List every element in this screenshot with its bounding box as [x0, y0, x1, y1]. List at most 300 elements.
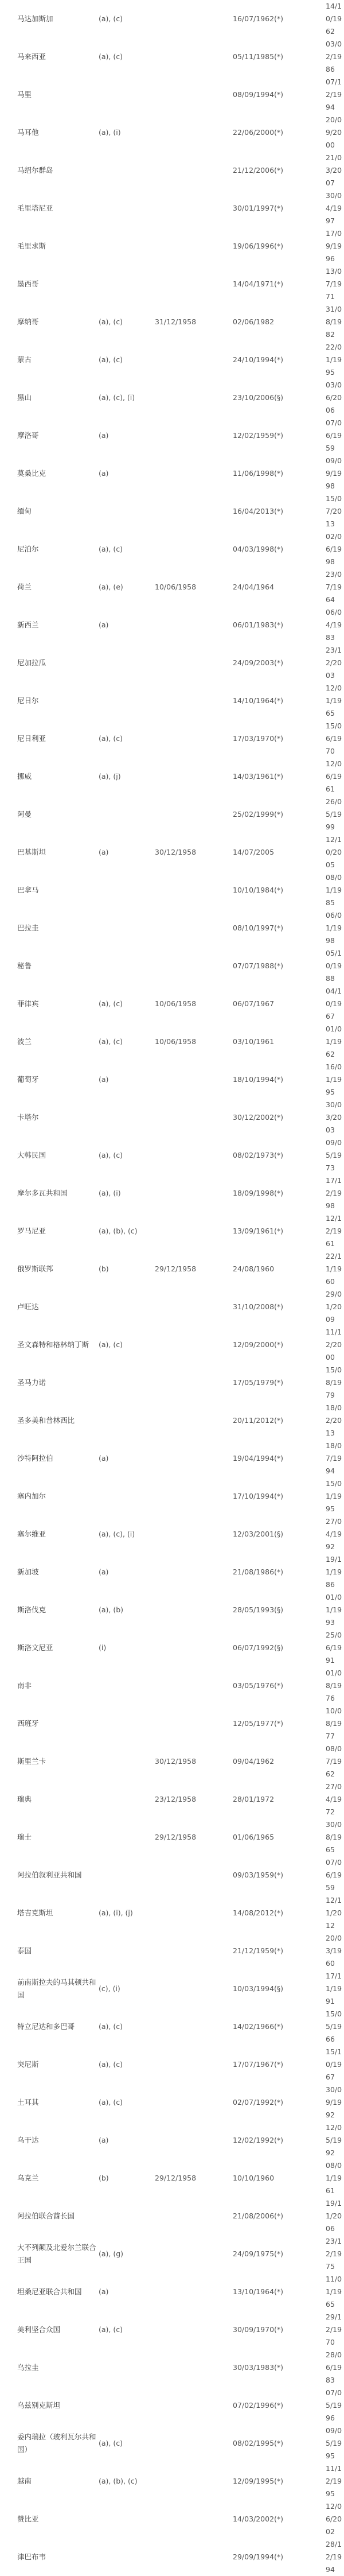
signature-date-cell — [149, 2387, 224, 2424]
notes-cell: (b) — [99, 1264, 109, 1273]
ratification-date-cell: 08/10/1997(*) — [233, 924, 284, 932]
notes-cell — [99, 1705, 149, 1743]
signature-date-cell: 29/12/1958 — [155, 1833, 197, 1841]
signature-date-cell — [149, 2008, 224, 2046]
entry-into-force-date-cell: 08/07/1962 — [326, 1744, 342, 1778]
country-cell: 尼泊尔 — [17, 545, 39, 553]
ratification-date-cell: 31/10/2008(*) — [233, 1302, 284, 1311]
country-cell: 圣马力诺 — [17, 1378, 46, 1387]
country-cell: 美利坚合众国 — [17, 2325, 61, 2334]
ratification-date-cell: 05/11/1985(*) — [233, 52, 284, 61]
notes-cell — [99, 2500, 149, 2538]
country-cell: 巴拿马 — [17, 886, 39, 894]
entry-into-force-date-cell: 21/03/2007 — [326, 153, 342, 187]
ratification-date-cell: 12/03/2001(§) — [233, 1530, 284, 1538]
entry-into-force-date-cell: 07/05/1996 — [326, 2388, 342, 2422]
entry-into-force-date-cell: 11/01/1965 — [326, 2275, 342, 2309]
entry-into-force-date-cell: 03/06/2006 — [326, 381, 342, 414]
entry-into-force-date-cell: 01/08/1976 — [326, 1669, 342, 1702]
notes-cell: (a), (c) — [99, 1037, 123, 1046]
notes-cell — [99, 682, 149, 720]
signature-date-cell — [149, 758, 224, 796]
entry-into-force-date-cell: 12/05/1992 — [326, 2123, 342, 2157]
signature-date-cell — [149, 2235, 224, 2273]
entry-into-force-date-cell: 29/12/1970 — [326, 2313, 342, 2346]
notes-cell — [99, 227, 149, 265]
entry-into-force-date-cell: 12/01/1965 — [326, 684, 342, 717]
country-cell: 卢旺达 — [17, 1302, 39, 1311]
ratification-date-cell: 14/07/2005 — [233, 848, 275, 856]
entry-into-force-date-cell: 12/12/1961 — [326, 1214, 342, 1248]
entry-into-force-date-cell: 12/06/1961 — [326, 759, 342, 793]
table-row — [0, 1970, 344, 2008]
ratification-date-cell: 12/05/1977(*) — [233, 1719, 284, 1728]
entry-into-force-date-cell: 20/03/1960 — [326, 1934, 342, 1968]
signature-date-cell — [149, 341, 224, 379]
country-cell: 塔吉克斯坦 — [17, 1908, 53, 1917]
ratification-date-cell: 18/10/1994(*) — [233, 1075, 284, 1084]
country-cell: 毛里塔尼亚 — [17, 204, 53, 212]
ratification-date-cell: 02/07/1992(*) — [233, 2098, 284, 2106]
ratification-date-cell: 16/07/1962(*) — [233, 14, 284, 23]
entry-into-force-date-cell: 30/04/1997 — [326, 191, 342, 225]
table-row — [0, 1099, 344, 1136]
ratification-date-cell: 12/02/1959(*) — [233, 431, 284, 440]
notes-cell: (a), (j) — [99, 772, 121, 781]
ratification-date-cell: 10/03/1994(§) — [233, 1984, 284, 1993]
signature-date-cell — [149, 1705, 224, 1743]
country-cell: 乌克兰 — [17, 2174, 39, 2182]
signature-date-cell — [149, 1591, 224, 1629]
signature-date-cell — [149, 2046, 224, 2084]
signature-date-cell — [149, 1136, 224, 1174]
signature-date-cell — [149, 2424, 224, 2462]
ratification-date-cell: 24/04/1964 — [233, 583, 275, 591]
table-row — [0, 114, 344, 152]
notes-cell: (a), (c) — [99, 52, 123, 61]
country-cell: 塞尔维亚 — [17, 1530, 46, 1538]
ratification-date-cell: 13/10/1964(*) — [233, 2287, 284, 2296]
table-row — [0, 1667, 344, 1705]
table-row — [0, 2500, 344, 2538]
ratification-date-cell: 23/10/2006(§) — [233, 393, 284, 402]
signature-date-cell — [149, 455, 224, 492]
entry-into-force-date-cell: 08/01/1961 — [326, 2161, 342, 2195]
entry-into-force-date-cell: 22/11/1960 — [326, 1252, 342, 1286]
ratification-date-cell: 08/09/1994(*) — [233, 90, 284, 99]
entry-into-force-date-cell: 30/09/1992 — [326, 2085, 342, 2119]
ratification-date-cell: 09/04/1962 — [233, 1757, 275, 1766]
ratification-date-cell: 14/04/1971(*) — [233, 280, 284, 288]
table-row — [0, 2121, 344, 2159]
signature-date-cell — [149, 2273, 224, 2311]
ratification-date-cell: 11/06/1998(*) — [233, 469, 284, 478]
ratification-date-cell: 14/08/2012(*) — [233, 1908, 284, 1917]
country-cell: 摩洛哥 — [17, 431, 39, 440]
ratification-date-cell: 19/04/1994(*) — [233, 1454, 284, 1462]
signature-date-cell — [149, 152, 224, 189]
notes-cell — [99, 2387, 149, 2424]
signature-date-cell — [149, 2349, 224, 2387]
entry-into-force-date-cell: 05/10/1988 — [326, 949, 342, 983]
ratification-date-cell: 24/09/2003(*) — [233, 658, 284, 667]
table-row — [0, 2311, 344, 2349]
signature-date-cell — [149, 682, 224, 720]
notes-cell — [99, 1288, 149, 1326]
notes-cell — [99, 1780, 149, 1818]
ratification-date-cell: 16/04/2013(*) — [233, 507, 284, 515]
signature-date-cell — [149, 417, 224, 455]
notes-cell: (a), (c) — [99, 2060, 123, 2069]
signature-date-cell: 10/06/1958 — [155, 1037, 197, 1046]
country-cell: 毛里求斯 — [17, 242, 46, 250]
notes-cell: (a) — [99, 1454, 109, 1462]
ratification-date-cell: 09/03/1959(*) — [233, 1871, 284, 1879]
ratification-date-cell: 21/12/1959(*) — [233, 1946, 284, 1955]
entry-into-force-date-cell: 28/12/1994 — [326, 2540, 342, 2574]
signature-date-cell — [149, 644, 224, 682]
country-cell: 卡塔尔 — [17, 1113, 39, 1122]
signature-date-cell — [149, 76, 224, 114]
ratification-date-cell: 28/01/1972 — [233, 1795, 275, 1803]
entry-into-force-date-cell: 12/10/2005 — [326, 835, 342, 869]
signature-date-cell — [149, 1970, 224, 2008]
signature-date-cell — [149, 1667, 224, 1705]
table-row — [0, 947, 344, 985]
ratification-date-cell: 14/10/1964(*) — [233, 696, 284, 705]
signature-date-cell — [149, 720, 224, 758]
table-row — [0, 2046, 344, 2084]
country-cell: 新西兰 — [17, 620, 39, 629]
ratification-date-cell: 21/08/1986(*) — [233, 1568, 284, 1576]
country-cell: 委内瑞拉（玻利瓦尔共和国） — [17, 2433, 96, 2454]
notes-cell: (a) — [99, 431, 109, 440]
notes-cell — [99, 152, 149, 189]
entry-into-force-date-cell: 15/10/1967 — [326, 2047, 342, 2081]
table-row — [0, 1250, 344, 1288]
notes-cell — [99, 492, 149, 530]
signature-date-cell — [149, 1894, 224, 1932]
signature-date-cell — [149, 871, 224, 909]
signature-date-cell — [149, 492, 224, 530]
entry-into-force-date-cell: 07/06/1959 — [326, 1858, 342, 1892]
table-row — [0, 2538, 344, 2576]
notes-cell — [99, 1667, 149, 1705]
ratification-date-cell: 30/03/1983(*) — [233, 2363, 284, 2372]
country-cell: 斯洛文尼亚 — [17, 1643, 53, 1652]
country-cell: 泰国 — [17, 1946, 32, 1955]
ratification-date-cell: 24/10/1994(*) — [233, 355, 284, 364]
entry-into-force-date-cell: 07/12/1994 — [326, 77, 342, 111]
table-row — [0, 1023, 344, 1061]
country-cell: 阿曼 — [17, 810, 32, 818]
country-cell: 马达加斯加 — [17, 14, 53, 23]
notes-cell: (a), (c) — [99, 14, 123, 23]
country-cell: 马耳他 — [17, 128, 39, 137]
entry-into-force-date-cell: 06/01/1998 — [326, 911, 342, 945]
table-row — [0, 1743, 344, 1780]
entry-into-force-date-cell: 17/09/1996 — [326, 229, 342, 263]
entry-into-force-date-cell: 06/04/1983 — [326, 608, 342, 642]
table-row — [0, 152, 344, 189]
table-row — [0, 1894, 344, 1932]
notes-cell — [99, 947, 149, 985]
notes-cell: (a), (c) — [99, 2439, 123, 2447]
table-row — [0, 1440, 344, 1477]
entry-into-force-date-cell: 19/11/2006 — [326, 2199, 342, 2233]
entry-into-force-date-cell: 30/03/2003 — [326, 1100, 342, 1134]
ratification-date-cell: 02/06/1982 — [233, 317, 275, 326]
notes-cell: (a), (g) — [99, 2249, 124, 2258]
table-row — [0, 1932, 344, 1970]
signature-date-cell — [149, 2500, 224, 2538]
notes-cell: (a) — [99, 1568, 109, 1576]
country-cell: 大不列颠及北爱尔兰联合王国 — [17, 2243, 96, 2264]
country-cell: 尼加拉瓜 — [17, 658, 46, 667]
ratification-date-cell: 21/08/2006(*) — [233, 2212, 284, 2220]
table-row — [0, 909, 344, 947]
table-row — [0, 0, 344, 38]
table-row — [0, 417, 344, 455]
entry-into-force-date-cell: 04/10/1967 — [326, 987, 342, 1021]
signature-date-cell — [149, 1477, 224, 1515]
table-row — [0, 1326, 344, 1364]
notes-cell: (a), (b), (c) — [99, 1227, 138, 1235]
notes-cell: (a) — [99, 469, 109, 478]
ratification-date-cell: 17/07/1967(*) — [233, 2060, 284, 2069]
signature-date-cell: 10/06/1958 — [155, 999, 197, 1008]
table-row — [0, 796, 344, 833]
signature-date-cell — [149, 38, 224, 76]
table-row — [0, 341, 344, 379]
notes-cell: (a), (c), (i) — [99, 393, 135, 402]
ratification-date-cell: 08/02/1995(*) — [233, 2439, 284, 2447]
entry-into-force-date-cell: 15/05/1966 — [326, 2009, 342, 2043]
notes-cell — [99, 265, 149, 303]
country-cell: 巴拉圭 — [17, 924, 39, 932]
signature-date-cell — [149, 0, 224, 38]
table-row — [0, 2235, 344, 2273]
notes-cell — [99, 909, 149, 947]
notes-cell: (i) — [99, 1643, 107, 1652]
country-cell: 突尼斯 — [17, 2060, 39, 2069]
table-row — [0, 606, 344, 644]
table-row — [0, 1818, 344, 1856]
table-row — [0, 227, 344, 265]
country-cell: 斯里兰卡 — [17, 1757, 46, 1766]
entry-into-force-date-cell: 01/01/1962 — [326, 1025, 342, 1058]
country-cell: 莫桑比克 — [17, 469, 46, 478]
country-cell: 阿拉伯联合酋长国 — [17, 2212, 75, 2220]
notes-cell — [99, 644, 149, 682]
ratification-date-cell: 17/05/1979(*) — [233, 1378, 284, 1387]
country-cell: 菲律宾 — [17, 999, 39, 1008]
signature-date-cell: 29/12/1958 — [155, 2174, 197, 2182]
signature-date-cell: 29/12/1958 — [155, 1264, 197, 1273]
country-cell: 摩尔多瓦共和国 — [17, 1189, 68, 1197]
table-row — [0, 492, 344, 530]
entry-into-force-date-cell: 27/04/1972 — [326, 1782, 342, 1816]
notes-cell: (a), (c) — [99, 734, 123, 743]
table-row — [0, 1553, 344, 1591]
country-cell: 大韩民国 — [17, 1151, 46, 1159]
entry-into-force-date-cell: 16/01/1995 — [326, 1062, 342, 1096]
signature-date-cell: 23/12/1958 — [155, 1795, 197, 1803]
notes-cell: (a), (c), (i) — [99, 1530, 135, 1538]
ratification-date-cell: 25/02/1999(*) — [233, 810, 284, 818]
ratification-date-cell: 12/09/2000(*) — [233, 1340, 284, 1349]
entry-into-force-date-cell: 09/09/1998 — [326, 456, 342, 490]
entry-into-force-date-cell: 15/06/1970 — [326, 721, 342, 755]
country-cell: 圣多美和普林西比 — [17, 1416, 75, 1425]
table-row — [0, 2084, 344, 2121]
country-cell: 南非 — [17, 1681, 32, 1690]
entry-into-force-date-cell: 26/05/1999 — [326, 797, 342, 831]
signature-date-cell — [149, 1061, 224, 1099]
table-row — [0, 303, 344, 341]
ratification-date-cell: 03/10/1961 — [233, 1037, 275, 1046]
ratification-date-cell: 24/09/1975(*) — [233, 2249, 284, 2258]
notes-cell: (a), (c) — [99, 1340, 123, 1349]
country-cell: 摩纳哥 — [17, 317, 39, 326]
country-cell: 俄罗斯联邦 — [17, 1264, 53, 1273]
ratification-date-cell: 18/09/1998(*) — [233, 1189, 284, 1197]
entry-into-force-date-cell: 10/08/1977 — [326, 1706, 342, 1740]
country-cell: 塞内加尔 — [17, 1492, 46, 1500]
entry-into-force-date-cell: 02/06/1998 — [326, 532, 342, 566]
table-row — [0, 189, 344, 227]
signature-date-cell — [149, 2311, 224, 2349]
table-row — [0, 1061, 344, 1099]
notes-cell: (a) — [99, 2136, 109, 2144]
ratification-date-cell: 17/03/1970(*) — [233, 734, 284, 743]
entry-into-force-date-cell: 08/01/1985 — [326, 873, 342, 907]
country-cell: 缅甸 — [17, 507, 32, 515]
table-row — [0, 871, 344, 909]
entry-into-force-date-cell: 29/01/2009 — [326, 1290, 342, 1324]
country-cell: 尼日利亚 — [17, 734, 46, 743]
table-row — [0, 758, 344, 796]
entry-into-force-date-cell: 07/06/1959 — [326, 418, 342, 452]
ratification-date-cell: 10/10/1960 — [233, 2174, 275, 2182]
signature-date-cell — [149, 1553, 224, 1591]
ratification-date-cell: 20/11/2012(*) — [233, 1416, 284, 1425]
table-row — [0, 1477, 344, 1515]
table-row — [0, 1856, 344, 1894]
ratification-date-cell: 07/07/1988(*) — [233, 961, 284, 970]
signature-date-cell: 30/12/1958 — [155, 848, 197, 856]
table-row — [0, 2387, 344, 2424]
ratification-date-cell: 06/01/1983(*) — [233, 620, 284, 629]
signature-date-cell — [149, 530, 224, 568]
country-cell: 挪威 — [17, 772, 32, 781]
ratification-date-cell: 12/09/1995(*) — [233, 2477, 284, 2485]
notes-cell: (a), (c) — [99, 355, 123, 364]
country-cell: 赞比亚 — [17, 2515, 39, 2523]
table-row — [0, 1136, 344, 1174]
entry-into-force-date-cell: 03/02/1986 — [326, 40, 342, 73]
notes-cell: (a) — [99, 2287, 109, 2296]
signature-date-cell — [149, 1515, 224, 1553]
table-row — [0, 379, 344, 417]
notes-cell — [99, 1364, 149, 1402]
notes-cell — [99, 796, 149, 833]
signature-date-cell: 30/12/1958 — [155, 1757, 197, 1766]
country-cell: 瑞士 — [17, 1833, 32, 1841]
ratification-date-cell: 04/03/1998(*) — [233, 545, 284, 553]
entry-into-force-date-cell: 23/07/1964 — [326, 570, 342, 604]
entry-into-force-date-cell: 11/12/2000 — [326, 1328, 342, 1361]
signature-date-cell — [149, 796, 224, 833]
country-cell: 圣文森特和格林纳丁斯 — [17, 1340, 89, 1349]
table-row — [0, 455, 344, 492]
table-row — [0, 682, 344, 720]
country-cell: 斯洛伐克 — [17, 1605, 46, 1614]
signature-date-cell — [149, 947, 224, 985]
country-cell: 马来西亚 — [17, 52, 46, 61]
entry-into-force-date-cell: 09/05/1995 — [326, 2426, 342, 2460]
notes-cell — [99, 1477, 149, 1515]
table-row — [0, 2462, 344, 2500]
table-row — [0, 644, 344, 682]
notes-cell — [99, 1818, 149, 1856]
table-row — [0, 1705, 344, 1743]
ratification-date-cell: 28/05/1993(§) — [233, 1605, 284, 1614]
table-row — [0, 2159, 344, 2197]
country-cell: 墨西哥 — [17, 280, 39, 288]
signature-date-cell — [149, 1099, 224, 1136]
country-cell: 特立尼达和多巴哥 — [17, 2022, 75, 2031]
country-cell: 津巴布韦 — [17, 2552, 46, 2561]
notes-cell — [99, 1402, 149, 1440]
notes-cell — [99, 2197, 149, 2235]
ratification-date-cell: 14/03/1961(*) — [233, 772, 284, 781]
country-cell: 罗马尼亚 — [17, 1227, 46, 1235]
ratification-date-cell: 06/07/1992(§) — [233, 1643, 284, 1652]
signature-date-cell — [149, 2462, 224, 2500]
notes-cell: (a), (i) — [99, 128, 121, 137]
entry-into-force-date-cell: 12/06/2002 — [326, 2502, 342, 2536]
entry-into-force-date-cell: 31/08/1982 — [326, 305, 342, 339]
signature-date-cell — [149, 2538, 224, 2576]
entry-into-force-date-cell: 12/11/2012 — [326, 1896, 342, 1930]
signature-date-cell — [149, 2197, 224, 2235]
table-row — [0, 38, 344, 76]
entry-into-force-date-cell: 19/11/1986 — [326, 1555, 342, 1589]
country-cell: 荷兰 — [17, 583, 32, 591]
entry-into-force-date-cell: 15/07/2013 — [326, 494, 342, 528]
table-row — [0, 1629, 344, 1667]
table-row — [0, 2197, 344, 2235]
table-row — [0, 1591, 344, 1629]
country-cell: 前南斯拉夫的马其顿共和国 — [17, 1978, 96, 1999]
signature-date-cell — [149, 1402, 224, 1440]
signature-date-cell — [149, 1440, 224, 1477]
notes-cell — [99, 1932, 149, 1970]
country-cell: 越南 — [17, 2477, 32, 2485]
country-cell: 马绍尔群岛 — [17, 166, 53, 174]
country-cell: 葡萄牙 — [17, 1075, 39, 1084]
signature-date-cell — [149, 909, 224, 947]
notes-cell: (a), (c) — [99, 1151, 123, 1159]
country-cell: 坦桑尼亚联合共和国 — [17, 2287, 82, 2296]
entry-into-force-date-cell: 11/12/1995 — [326, 2464, 342, 2498]
ratification-date-cell: 01/06/1965 — [233, 1833, 275, 1841]
ratification-date-cell: 24/08/1960 — [233, 1264, 275, 1273]
ratification-date-cell: 30/01/1997(*) — [233, 204, 284, 212]
entry-into-force-date-cell: 17/12/1998 — [326, 1176, 342, 1210]
notes-cell: (a) — [99, 1075, 109, 1084]
